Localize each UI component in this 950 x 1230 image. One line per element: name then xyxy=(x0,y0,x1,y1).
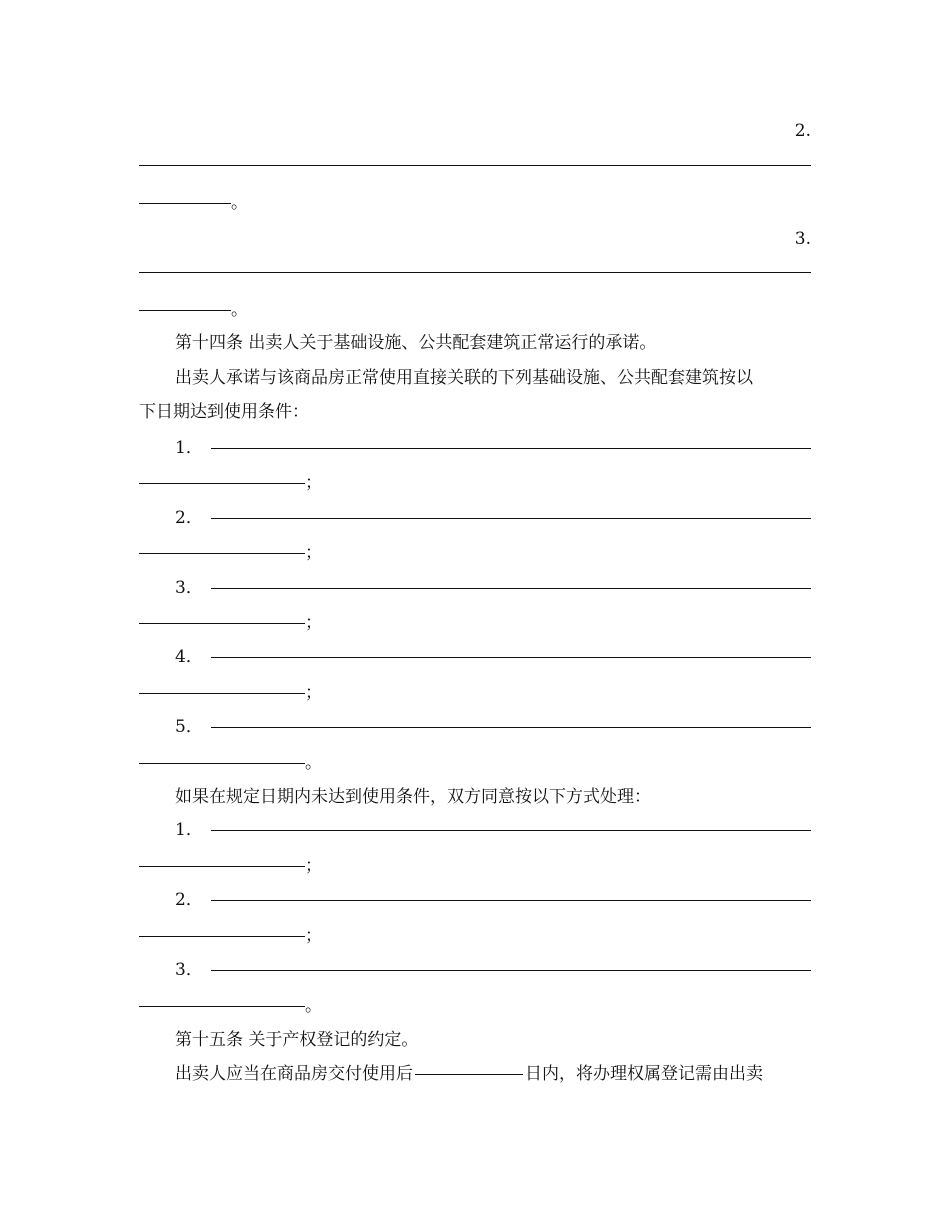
list-item xyxy=(139,644,811,670)
list-item xyxy=(139,817,811,843)
item-number: 3. xyxy=(794,229,811,249)
blank-line-end xyxy=(139,750,811,776)
punctuation: ； xyxy=(305,926,322,946)
paragraph-line: 出卖人承诺与该商品房正常使用直接关联的下列基础设施、公共配套建筑按以 xyxy=(175,368,753,388)
punctuation: 。 xyxy=(305,753,322,773)
item-number: 2． xyxy=(175,890,203,910)
item-number: 1． xyxy=(175,820,203,840)
punctuation: ； xyxy=(305,613,322,633)
blank-line-end xyxy=(139,853,811,879)
section-heading: 第十五条 关于产权登记的约定。 xyxy=(175,1030,419,1050)
punctuation: ； xyxy=(305,683,322,703)
paragraph-text: 日内，将办理权属登记需由出卖 xyxy=(525,1064,763,1084)
item-number: 5． xyxy=(175,717,203,737)
blank-line xyxy=(415,1074,523,1075)
paragraph-line xyxy=(139,1061,811,1087)
item-number: 3． xyxy=(175,578,203,598)
punctuation: 。 xyxy=(305,996,322,1016)
punctuation: ； xyxy=(305,473,322,493)
punctuation: 。 xyxy=(231,300,248,320)
list-item xyxy=(139,435,811,461)
item-number: 2． xyxy=(175,508,203,528)
list-item xyxy=(139,957,811,983)
section-heading: 第十四条 出卖人关于基础设施、公共配套建筑正常运行的承诺。 xyxy=(175,333,657,353)
list-item xyxy=(139,887,811,913)
punctuation: 。 xyxy=(231,193,248,213)
item-number: 4． xyxy=(175,647,203,667)
item-number: 3． xyxy=(175,960,203,980)
list-item xyxy=(139,505,811,531)
punctuation: ； xyxy=(305,543,322,563)
blank-line xyxy=(139,272,811,273)
list-item xyxy=(139,575,811,601)
item-number: 2. xyxy=(794,121,811,141)
blank-line-end xyxy=(139,610,811,636)
blank-line-end xyxy=(139,680,811,706)
blank-line-end xyxy=(139,540,811,566)
punctuation: ； xyxy=(305,856,322,876)
blank-line-end xyxy=(139,297,811,323)
blank-line xyxy=(139,165,811,166)
list-item xyxy=(139,714,811,740)
blank-line-end xyxy=(139,993,811,1019)
blank-line-end xyxy=(139,923,811,949)
blank-line-end xyxy=(139,190,811,216)
paragraph-line: 下日期达到使用条件： xyxy=(139,402,309,422)
item-number: 1． xyxy=(175,438,203,458)
paragraph-line: 如果在规定日期内未达到使用条件，双方同意按以下方式处理： xyxy=(175,787,651,807)
blank-line-end xyxy=(139,470,811,496)
paragraph-text: 出卖人应当在商品房交付使用后 xyxy=(175,1064,413,1084)
